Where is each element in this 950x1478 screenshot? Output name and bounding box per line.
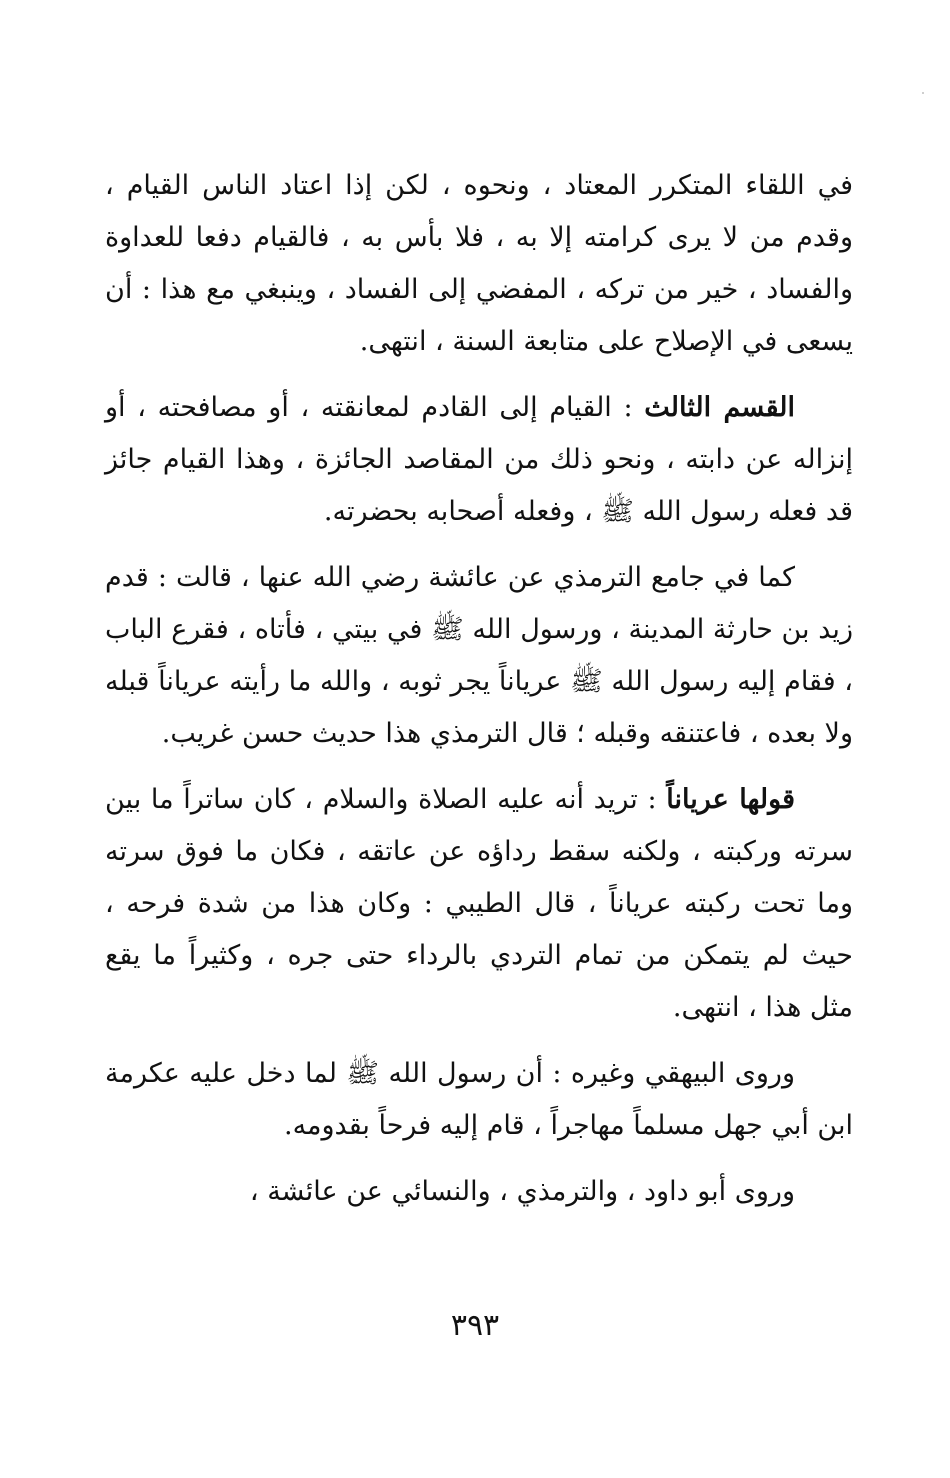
paragraph-5	[105, 1048, 853, 1152]
paragraph-6	[105, 1166, 853, 1218]
paragraph-text: كما في جامع الترمذي عن عائشة رضي الله عنها ، قالت : قدم زيد بن حارثة المدينة ، ورسول الله ﷺ في بيتي ، فأتاه ، فقرع الباب ، فقام إليه رسول الله ﷺ عرياناً يجر ثوبه ، والله ما رأيته عرياناً قبله ولا بعده ، فاعتنقه وقبله ؛ قال الترمذي هذا حديث حسن غريب.	[105, 562, 853, 749]
paragraph-text: : القيام إلى القادم لمعانقته ، أو مصافحته ، أو إنزاله عن دابته ، ونحو ذلك من المقاصد الجائزة ، وهذا القيام جائز قد فعله رسول الله ﷺ ، وفعله أصحابه بحضرته.	[105, 392, 853, 527]
paragraph-4	[105, 774, 853, 1034]
page-body	[105, 160, 853, 1232]
paragraph-text: : تريد أنه عليه الصلاة والسلام ، كان ساتراً ما بين سرته وركبته ، ولكنه سقط رداؤه عن عاتقه ، فكان ما فوق سرته وما تحت ركبته عرياناً ، قال الطيبي : وكان هذا من شدة فرحه ، حيث لم يتمكن من تمام التردي بالرداء حتى جره ، وكثيراً ما يقع مثل هذا ، انتهى.	[105, 784, 853, 1023]
term-heading: قولها عرياناً	[666, 784, 795, 815]
paragraph-text: في اللقاء المتكرر المعتاد ، ونحوه ، لكن إذا اعتاد الناس القيام ، وقدم من لا يرى كرامته إلا به ، فلا بأس به ، فالقيام دفعا للعداوة والفساد ، خير من تركه ، المفضي إلى الفساد ، وينبغي مع هذا : أن يسعى في الإصلاح على متابعة السنة ، انتهى.	[105, 170, 853, 357]
paragraph-text: وروى البيهقي وغيره : أن رسول الله ﷺ لما دخل عليه عكرمة ابن أبي جهل مسلماً مهاجراً ، قام إليه فرحاً بقدومه.	[105, 1058, 853, 1141]
page-number: ٣٩٣	[450, 1308, 500, 1343]
section-heading-third: القسم الثالث	[644, 392, 795, 423]
paragraph-2	[105, 382, 853, 538]
paragraph-1	[105, 160, 853, 368]
paragraph-3	[105, 552, 853, 760]
scan-speck	[922, 92, 924, 94]
paragraph-text: وروى أبو داود ، والترمذي ، والنسائي عن عائشة ،	[249, 1176, 795, 1207]
